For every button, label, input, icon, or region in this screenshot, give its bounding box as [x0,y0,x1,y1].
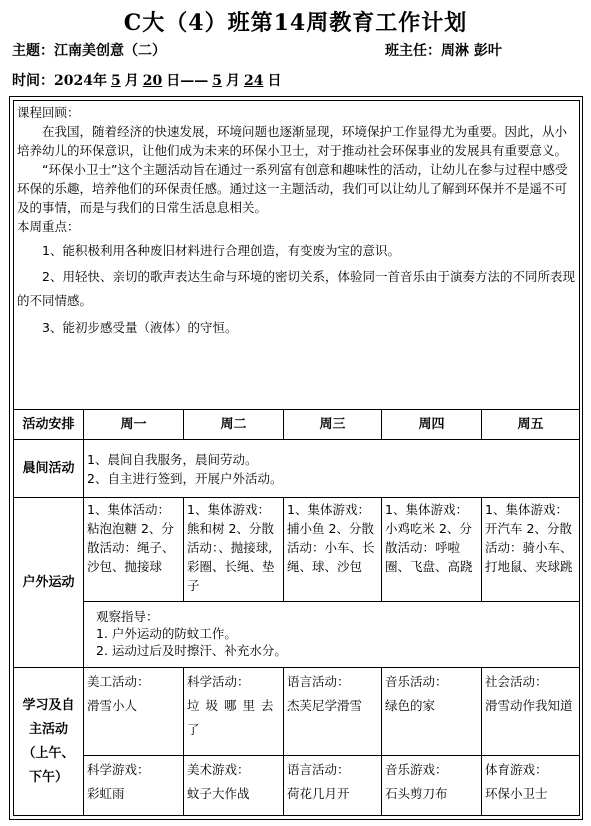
page-title: C大（4）班第14周教育工作计划 [123,10,468,36]
morning-row [14,440,580,498]
header-fri: 周五 [482,410,580,440]
activity-name: 杰芙尼学滑雪 [287,698,363,713]
activity-name: 蚊子大作战 [187,786,250,801]
plan-table [13,100,580,816]
activity-kind: 科学活动： [187,674,250,689]
activity-name: 滑雪动作我知道 [485,698,573,713]
theme-value: 江南美创意（二） [54,43,166,59]
time-line [12,70,281,90]
activity-kind: 语言活动： [287,674,350,689]
activity-name: 垃圾哪里去了 [187,698,280,737]
time-year: 2024 [54,73,93,89]
header-thu: 周四 [382,410,482,440]
guide-title: 观察指导： [96,609,159,624]
review-paragraph-2: “环保小卫士”这个主题活动旨在通过一系列富有创意和趣味性的活动，让幼儿在参与过程中感受环保的乐趣，培养他们的环保责任感。通过这一主题活动，我们可以让幼儿了解到环保并不是遥不可及的事情，而是与我们的日常生活息息相关。 [17,162,568,215]
activity-kind: 科学游戏： [87,762,150,777]
study-r2-tue [184,756,284,816]
outdoor-wed: 1、集体游戏：捕小鱼 2、分散活动：小车、长绳、球、沙包 [284,498,382,602]
time-day-end: 24 [243,73,264,89]
activity-name: 石头剪刀布 [385,786,448,801]
morning-content [84,440,580,498]
study-r1-tue [184,668,284,756]
morning-line-2: 2、自主进行签到，开展户外活动。 [87,471,283,486]
guide-row [14,602,580,668]
activity-kind: 美术游戏： [187,762,250,777]
header-activity: 活动安排 [14,410,84,440]
outdoor-tue: 1、集体游戏：熊和树 2、分散活动：、抛接球,彩圈、长绳、垫子 [184,498,284,602]
time-label: 时间： [12,73,54,89]
time-ri1: 日 [166,73,181,89]
study-r2-thu [382,756,482,816]
course-review-cell [14,101,580,410]
guide-line-1: 1. 户外运动的防蚊工作。 [96,626,237,641]
study-row-1 [14,668,580,756]
time-yue1: 月 [124,73,139,89]
activity-name: 彩虹雨 [87,786,125,801]
activity-kind: 体育游戏： [485,762,548,777]
focus-point-1: 1、能积极利用各种废旧材料进行合理创造，有变废为宝的意识。 [42,243,400,258]
activity-kind: 音乐活动： [385,674,448,689]
outdoor-guide [84,602,580,668]
focus-point-2: 2、用轻快、亲切的歌声表达生命与环境的密切关系，体验同一首音乐由于演奏方法的不同所表现的不同情感。 [17,269,575,308]
teacher-line [385,40,502,60]
time-ri2: 日 [267,73,282,89]
study-r2-mon [84,756,184,816]
activity-kind: 音乐游戏： [385,762,448,777]
study-label [14,668,84,816]
review-heading: 课程回顾： [17,105,80,120]
teacher-label: 班主任： [385,43,441,59]
study-r2-wed [284,756,382,816]
activity-name: 滑雪小人 [87,698,138,713]
outdoor-mon: 1、集体活动：粘泡泡糖 2、分散活动：绳子、沙包、抛接球 [84,498,184,602]
study-label-line-3: （上午、 [22,745,75,761]
activity-name: 绿色的家 [385,698,436,713]
study-r1-wed [284,668,382,756]
study-r1-mon [84,668,184,756]
morning-line-1: 1、晨间自我服务，晨间劳动。 [87,452,258,467]
focus-point-3: 3、能初步感受量（液体）的守恒。 [42,320,238,335]
activity-name: 荷花几月开 [287,786,350,801]
outdoor-thu: 1、集体游戏：小鸡吃米 2、分散活动：呼啦圈、飞盘、高跷 [382,498,482,602]
study-label-line-4: 下午） [28,769,68,785]
study-row-2 [14,756,580,816]
table-header-row [14,410,580,440]
study-r2-fri [482,756,580,816]
header-wed: 周三 [284,410,382,440]
time-month-start: 5 [110,73,121,89]
outdoor-fri: 1、集体游戏：开汽车 2、分散活动：骑小车、打地鼠、夹球跳 [482,498,580,602]
activity-kind: 美工活动： [87,674,150,689]
time-nian: 年 [92,73,107,89]
study-r1-thu [382,668,482,756]
time-yue2: 月 [225,73,240,89]
activity-kind: 语言活动： [287,762,350,777]
study-label-line-1: 学习及自 [22,697,75,713]
header-tue: 周二 [184,410,284,440]
activity-kind: 社会活动： [485,674,548,689]
teacher-value: 周淋 彭叶 [441,43,502,59]
outdoor-label: 户外运动 [14,498,84,668]
review-paragraph-1: 在我国，随着经济的快速发展，环境问题也逐渐显现，环境保护工作显得尤为重要。因此，从小培养幼儿的环保意识，让他们成为未来的环保小卫士，对于推动社会环保事业的发展具有重要意义。 [17,124,568,158]
time-dash: —— [180,73,209,89]
outdoor-row [14,498,580,602]
header-mon: 周一 [84,410,184,440]
time-day-start: 20 [142,73,163,89]
guide-line-2: 2. 运动过后及时擦汗、补充水分。 [96,643,287,658]
theme-line [12,40,166,60]
study-label-line-2: 主活动 [28,721,68,737]
theme-label: 主题： [12,43,54,59]
time-month-end: 5 [212,73,222,89]
activity-name: 环保小卫士 [485,786,548,801]
morning-label: 晨间活动 [14,440,84,498]
study-r1-fri [482,668,580,756]
focus-heading: 本周重点： [17,219,80,234]
